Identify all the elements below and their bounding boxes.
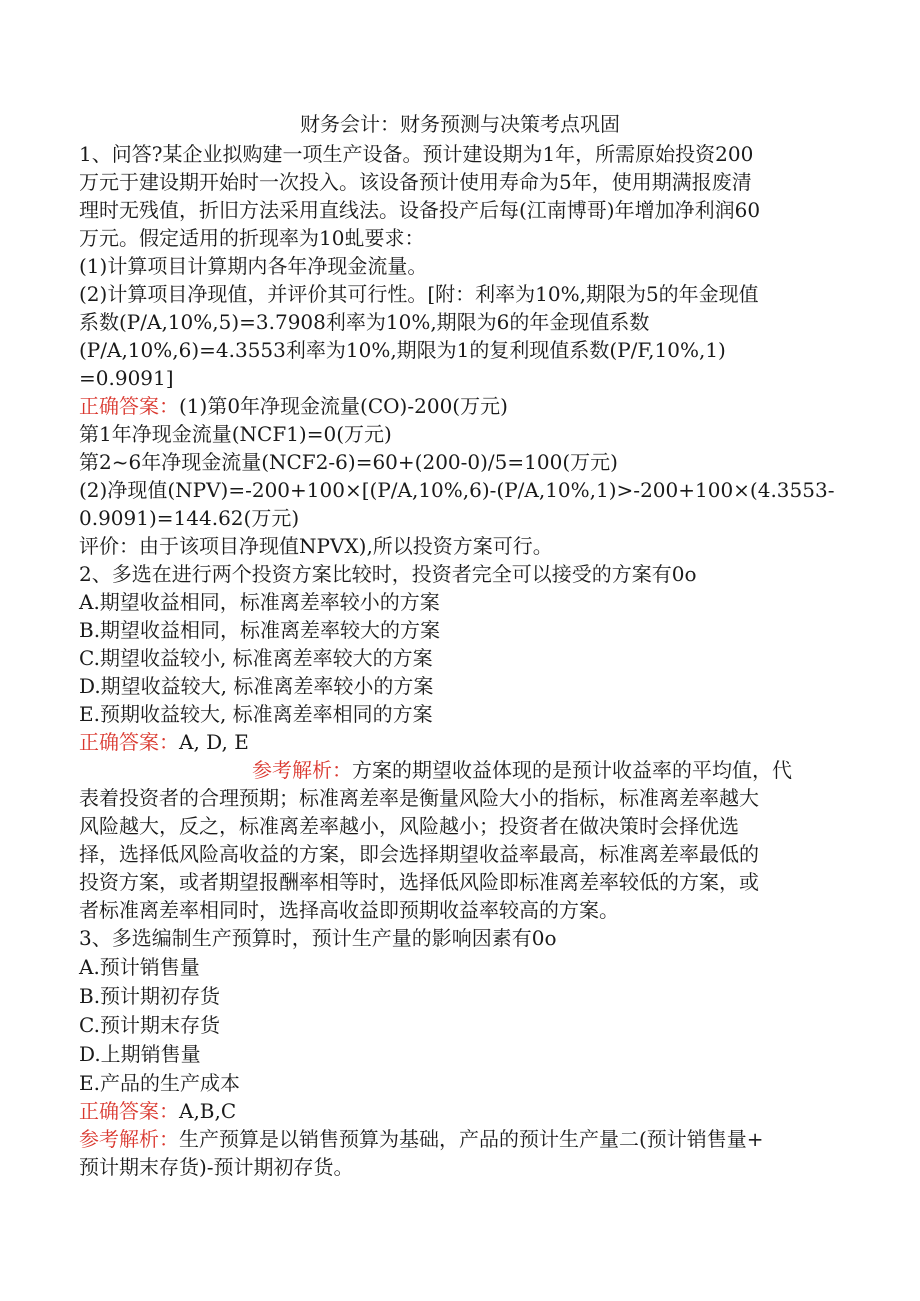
q2-analysis-line: 风险越大，反之，标准离差率越小，风险越小；投资者在做决策时会择优选 <box>79 814 739 838</box>
q3-analysis-line: 预计期末存货)-预计期初存货。 <box>79 1155 354 1179</box>
q2-analysis-line: 者标准离差率相同时，选择高收益即预期收益率较高的方案。 <box>79 898 619 922</box>
analysis-text: 生产预算是以销售预算为基础，产品的预计生产量二(预计销售量+ <box>179 1127 764 1151</box>
q3-question: 3、多选编制生产预算时，预计生产量的影响因素有0o <box>79 926 557 950</box>
q1-answer-line: 评价：由于该项目净现值NPVX),所以投资方案可行。 <box>79 534 553 558</box>
q1-line: 万元。假定适用的折现率为10虬要求： <box>79 226 425 250</box>
q2-answer <box>79 728 249 756</box>
q1-line: 1、问答?某企业拟购建一项生产设备。预计建设期为1年，所需原始投资200 <box>79 142 754 166</box>
q3-option: B.预计期初存货 <box>79 984 221 1008</box>
q2-option: A.期望收益相同，标准离差率较小的方案 <box>79 590 440 614</box>
q2-option: D.期望收益较大, 标准离差率较小的方案 <box>79 674 434 698</box>
q1-line: 理时无残值，折旧方法采用直线法。设备投产后每(江南博哥)年增加净利润60 <box>79 198 761 222</box>
page-title: 财务会计：财务预测与决策考点巩固 <box>300 112 620 136</box>
analysis-label: 参考解析： <box>79 1127 179 1151</box>
q1-answer-line: 0.9091)=144.62(万元) <box>79 506 300 530</box>
analysis-text: 方案的期望收益体现的是预计收益率的平均值，代 <box>352 758 792 782</box>
q1-answer <box>79 392 508 420</box>
q2-option: B.期望收益相同，标准离差率较大的方案 <box>79 618 441 642</box>
q1-answer-line: 第2~6年净现金流量(NCF2-6)=60+(200-0)/5=100(万元) <box>79 450 618 474</box>
answer-text: (1)第0年净现金流量(CO)-200(万元) <box>179 394 508 418</box>
q2-option: E.预期收益较大, 标准离差率相同的方案 <box>79 702 433 726</box>
q3-analysis <box>79 1125 764 1153</box>
q1-answer-line: (2)净现值(NPV)=-200+100×[(P/A,10%,6)-(P/A,10%,1)>-200+100×(4.3553- <box>79 478 835 502</box>
answer-value: A,B,C <box>179 1099 237 1123</box>
q1-answer-line: 第1年净现金流量(NCF1)=0(万元) <box>79 422 392 446</box>
answer-value: A, D, E <box>179 730 249 754</box>
q2-option: C.期望收益较小, 标准离差率较大的方案 <box>79 646 433 670</box>
q2-analysis-line: 择，选择低风险高收益的方案，即会选择期望收益率最高，标准离差率最低的 <box>79 842 759 866</box>
q3-option: A.预计销售量 <box>79 955 200 979</box>
q1-line: 系数(P/A,10%,5)=3.7908利率为10%,期限为6的年金现值系数 <box>79 310 650 334</box>
q1-line: =0.9091] <box>79 366 174 390</box>
answer-label: 正确答案： <box>79 394 179 418</box>
q3-answer <box>79 1097 236 1125</box>
q1-line: (P/A,10%,6)=4.3553利率为10%,期限为1的复利现值系数(P/F,10%,1) <box>79 338 726 362</box>
q2-question: 2、多选在进行两个投资方案比较时，投资者完全可以接受的方案有0o <box>79 562 697 586</box>
q2-analysis-line: 表着投资者的合理预期；标准离差率是衡量风险大小的指标，标准离差率越大 <box>79 786 759 810</box>
q2-analysis <box>252 756 792 784</box>
answer-label: 正确答案： <box>79 1099 179 1123</box>
answer-label: 正确答案： <box>79 730 179 754</box>
q3-option: D.上期销售量 <box>79 1042 201 1066</box>
q1-line: 万元于建设期开始时一次投入。该设备预计使用寿命为5年，使用期满报废清 <box>79 170 752 194</box>
q3-option: C.预计期末存货 <box>79 1013 220 1037</box>
q1-line: (1)计算项目计算期内各年净现金流量。 <box>79 254 428 278</box>
analysis-label: 参考解析： <box>252 758 352 782</box>
q2-analysis-line: 投资方案，或者期望报酬率相等时，选择低风险即标准离差率较低的方案，或 <box>79 870 759 894</box>
q1-line: (2)计算项目净现值，并评价其可行性。[附：利率为10%,期限为5的年金现值 <box>79 282 759 306</box>
q3-option: E.产品的生产成本 <box>79 1071 240 1095</box>
